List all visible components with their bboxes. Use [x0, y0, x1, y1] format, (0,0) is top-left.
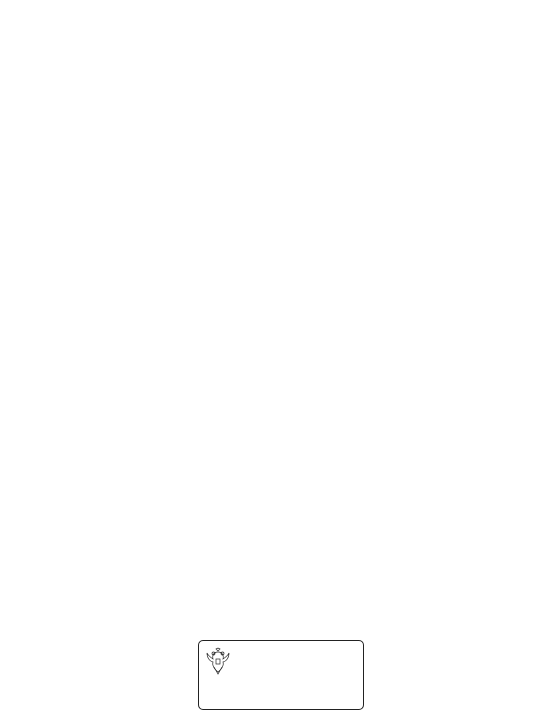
electronic-signature-stamp [198, 640, 364, 710]
double-headed-eagle-emblem [205, 647, 231, 675]
